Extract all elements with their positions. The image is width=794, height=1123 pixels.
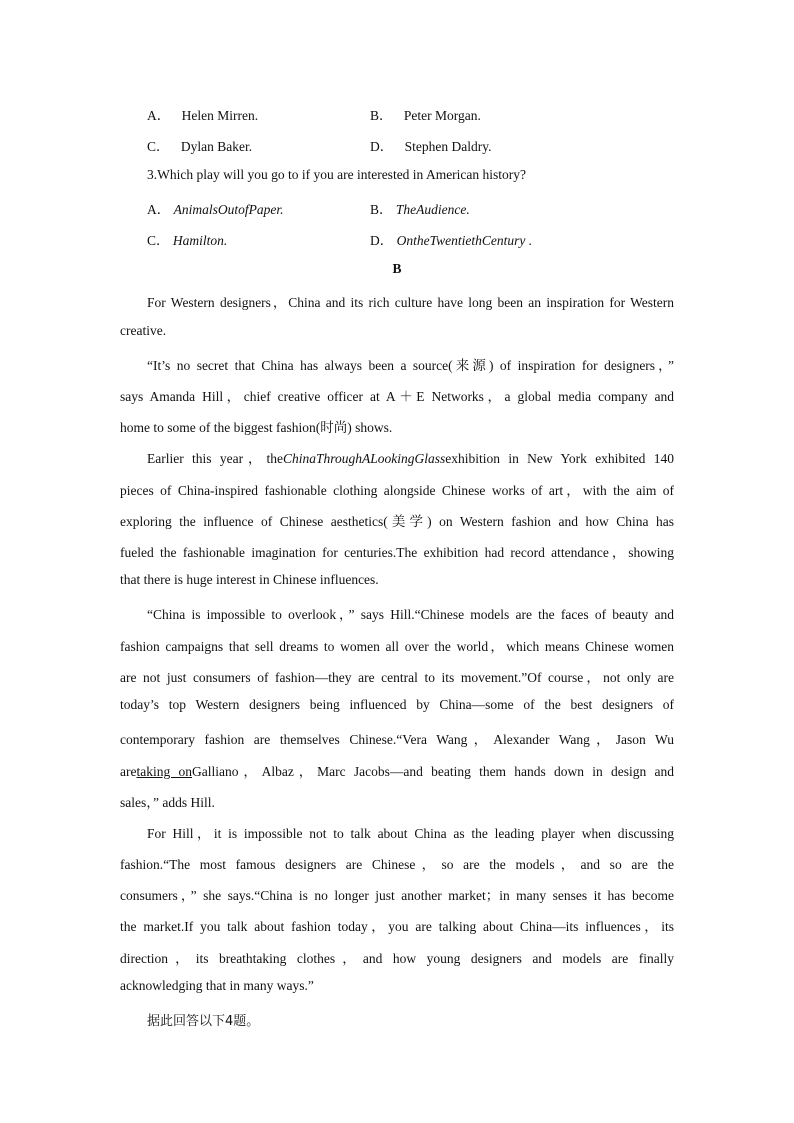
- option-text: Helen Mirren.: [181, 108, 259, 123]
- option-text: Stephen Daldry.: [404, 139, 492, 154]
- passage-line: are not just consumers of fashion—they are central to its movement.”Of course，not only are: [120, 670, 674, 685]
- passage-line: contemporary fashion are themselves Chinese.“Vera Wang，Alexander Wang，Jason Wu: [120, 732, 674, 747]
- passage-line: “It’s no secret that China has always been a source(来源) of inspiration for designers，”: [147, 358, 674, 373]
- passage-line: creative.: [120, 323, 167, 338]
- exhibition-title: ChinaThroughALookingGlass: [283, 451, 446, 466]
- passage-line: fashion.“The most famous designers are Chinese，so are the models，and so are the: [120, 857, 674, 872]
- option-letter: A．: [147, 202, 171, 217]
- passage-line: the market.If you talk about fashion today，you are talking about China—its influences，its: [120, 919, 674, 934]
- instruction: 据此回答以下4题。: [147, 1014, 260, 1029]
- option-letter: B．: [370, 108, 393, 123]
- passage-line: [147, 447, 674, 467]
- passage-line: home to some of the biggest fashion(时尚) shows.: [120, 420, 393, 435]
- passage-line: direction，its breathtaking clothes，and how young designers and models are finally: [120, 951, 674, 966]
- passage-text: Galliano，Albaz，Marc Jacobs—and beating them hands down in design and: [191, 764, 674, 779]
- passage-line: that there is huge interest in Chinese influences.: [120, 572, 379, 587]
- option-letter: A．: [147, 108, 171, 123]
- passage-text: Earlier this year，the: [147, 451, 283, 466]
- passage-line: says Amanda Hill，chief creative officer at A＋E Networks，a global media company and: [120, 389, 674, 404]
- passage-line: fashion campaigns that sell dreams to women all over the world，which means Chinese women: [120, 639, 674, 654]
- option-b[interactable]: [370, 104, 481, 124]
- section-heading: B: [392, 261, 402, 276]
- underlined-phrase: taking on: [136, 764, 192, 779]
- option-text: AnimalsOutofPaper.: [173, 202, 284, 217]
- question-3: 3.Which play will you go to if you are interested in American history?: [147, 167, 527, 182]
- option-letter: D．: [370, 139, 394, 154]
- option-letter: B．: [370, 202, 393, 217]
- option-letter: C．: [147, 139, 170, 154]
- passage-line: For Western designers，China and its rich culture have long been an inspiration for Western: [147, 295, 674, 310]
- option-d[interactable]: [370, 135, 491, 155]
- option-a[interactable]: [147, 104, 258, 124]
- passage-line: consumers，” she says.“China is no longer just another market；in many senses it has become: [120, 888, 674, 903]
- passage-line: fueled the fashionable imagination for centuries.The exhibition had record attendance，showing: [120, 545, 674, 560]
- passage-text: exhibition in New York exhibited 140: [445, 451, 675, 466]
- option-c[interactable]: [147, 135, 252, 155]
- passage-line: pieces of China-inspired fashionable clothing alongside Chinese works of art，with the aim of: [120, 483, 674, 498]
- option-text: OntheTwentiethCentury .: [396, 233, 533, 248]
- option-text: TheAudience.: [395, 202, 470, 217]
- option-a[interactable]: [147, 198, 284, 218]
- option-b[interactable]: [370, 198, 470, 218]
- passage-line: [120, 760, 674, 780]
- option-letter: C．: [147, 233, 170, 248]
- option-d[interactable]: [370, 229, 532, 249]
- passage-line: For Hill，it is impossible not to talk about China as the leading player when discussing: [147, 826, 674, 841]
- passage-line: acknowledging that in many ways.”: [120, 978, 314, 993]
- option-c[interactable]: [147, 229, 227, 249]
- passage-line: today’s top Western designers being influenced by China—some of the best designers of: [120, 697, 674, 712]
- passage-line: “China is impossible to overlook，” says Hill.“Chinese models are the faces of beauty and: [147, 607, 674, 622]
- option-letter: D．: [370, 233, 394, 248]
- option-text: Hamilton.: [172, 233, 228, 248]
- option-text: Peter Morgan.: [403, 108, 481, 123]
- passage-line: sales，” adds Hill.: [120, 795, 215, 810]
- passage-line: exploring the influence of Chinese aesthetics(美学) on Western fashion and how China has: [120, 514, 674, 529]
- option-text: Dylan Baker.: [180, 139, 253, 154]
- passage-text: are: [120, 764, 137, 779]
